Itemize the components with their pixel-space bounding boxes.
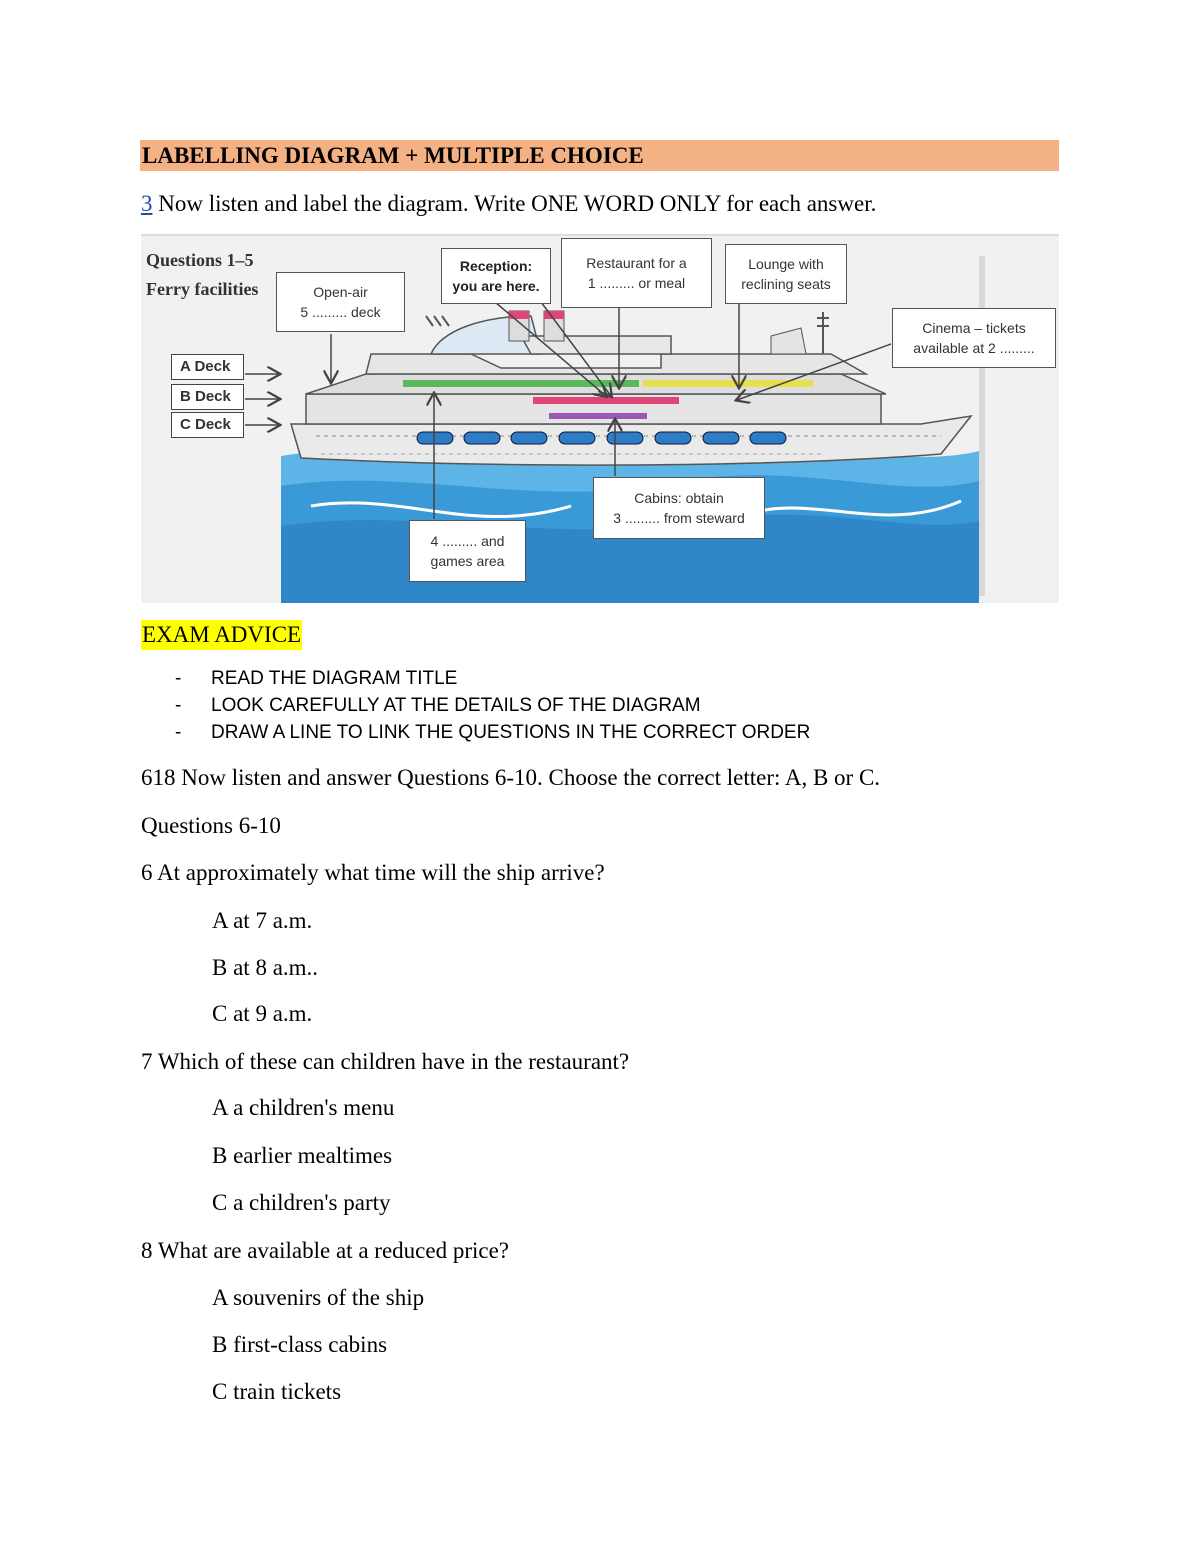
deck-c-label: C Deck: [171, 412, 244, 438]
option-8c: C train tickets: [212, 1379, 342, 1404]
question-7: 7 Which of these can children have in the restaurant?: [141, 1049, 630, 1074]
exam-advice-list: [175, 665, 810, 746]
label-games-area: [409, 520, 526, 582]
label-line: Open-air: [313, 284, 368, 300]
label-line: Cabins: obtain: [634, 490, 724, 506]
label-line: 4 ......... and: [430, 533, 505, 549]
label-line: 1 ......... or meal: [587, 275, 686, 291]
funnel-band: [544, 311, 564, 319]
deck-a: [366, 354, 866, 374]
question-6: 6 At approximately what time will the ship arrive?: [141, 860, 605, 885]
label-open-air-deck: [276, 272, 405, 332]
diagram-title-questions: Questions 1–5: [146, 250, 254, 270]
label-line: Cinema – tickets: [922, 320, 1026, 336]
question-8: 8 What are available at a reduced price?: [141, 1238, 509, 1263]
advice-text: READ THE DIAGRAM TITLE: [211, 668, 458, 689]
advice-text: LOOK CAREFULLY AT THE DETAILS OF THE DIAGRAM: [211, 695, 701, 716]
list-item: - READ THE DIAGRAM TITLE: [175, 665, 810, 692]
panel-shadow: [979, 256, 985, 596]
instruction-text: Now listen and label the diagram. Write ONE WORD ONLY for each answer.: [152, 191, 877, 216]
ferry-diagram: [141, 234, 1059, 603]
label-line: available at 2 .........: [913, 340, 1035, 356]
label-line: Restaurant for a: [586, 255, 687, 271]
label-line: 5 ......... deck: [300, 304, 381, 320]
option-6c: C at 9 a.m.: [212, 1001, 313, 1026]
option-8b: B first-class cabins: [212, 1332, 388, 1357]
exam-advice-title: EXAM ADVICE: [141, 620, 302, 650]
option-7a: A a children's menu: [212, 1095, 395, 1120]
pink-deck-bar: [533, 397, 679, 404]
list-item: - LOOK CAREFULLY AT THE DETAILS OF THE DIAGRAM: [175, 692, 810, 719]
part2-title: Questions 6-10: [141, 813, 281, 838]
label-line: reclining seats: [741, 276, 831, 292]
stern-structure: [771, 328, 806, 354]
label-cinema: [892, 308, 1056, 368]
label-lounge: [725, 244, 847, 304]
option-8a: A souvenirs of the ship: [212, 1285, 425, 1310]
deck-a-label: A Deck: [171, 354, 244, 380]
funnel-band: [509, 311, 529, 319]
deck-b-label: B Deck: [171, 384, 244, 410]
label-reception: [441, 248, 551, 304]
label-restaurant: [561, 238, 712, 308]
instruction-line: [141, 190, 876, 218]
diagram-title-facilities: Ferry facilities: [146, 279, 259, 299]
purple-deck-bar: [549, 413, 647, 419]
option-6a: A at 7 a.m.: [212, 908, 313, 933]
label-line: Reception:: [459, 258, 533, 274]
advice-text: DRAW A LINE TO LINK THE QUESTIONS IN THE CORRECT ORDER: [211, 722, 811, 743]
option-7c: C a children's party: [212, 1190, 391, 1215]
label-line: you are here.: [452, 278, 540, 294]
option-7b: B earlier mealtimes: [212, 1143, 393, 1168]
option-6b: B at 8 a.m..: [212, 955, 319, 980]
label-line: 3 ......... from steward: [613, 510, 745, 526]
question-number-link[interactable]: 3: [141, 191, 153, 216]
section-heading: LABELLING DIAGRAM + MULTIPLE CHOICE: [140, 140, 1059, 171]
list-item: - DRAW A LINE TO LINK THE QUESTIONS IN THE CORRECT ORDER: [175, 719, 810, 746]
part2-instruction: 618 Now listen and answer Questions 6-10. Choose the correct letter: A, B or C.: [141, 765, 881, 790]
label-line: games area: [430, 553, 505, 569]
label-cabins: [593, 477, 765, 539]
diagram-title: [146, 246, 258, 304]
label-line: Lounge with: [748, 256, 824, 272]
